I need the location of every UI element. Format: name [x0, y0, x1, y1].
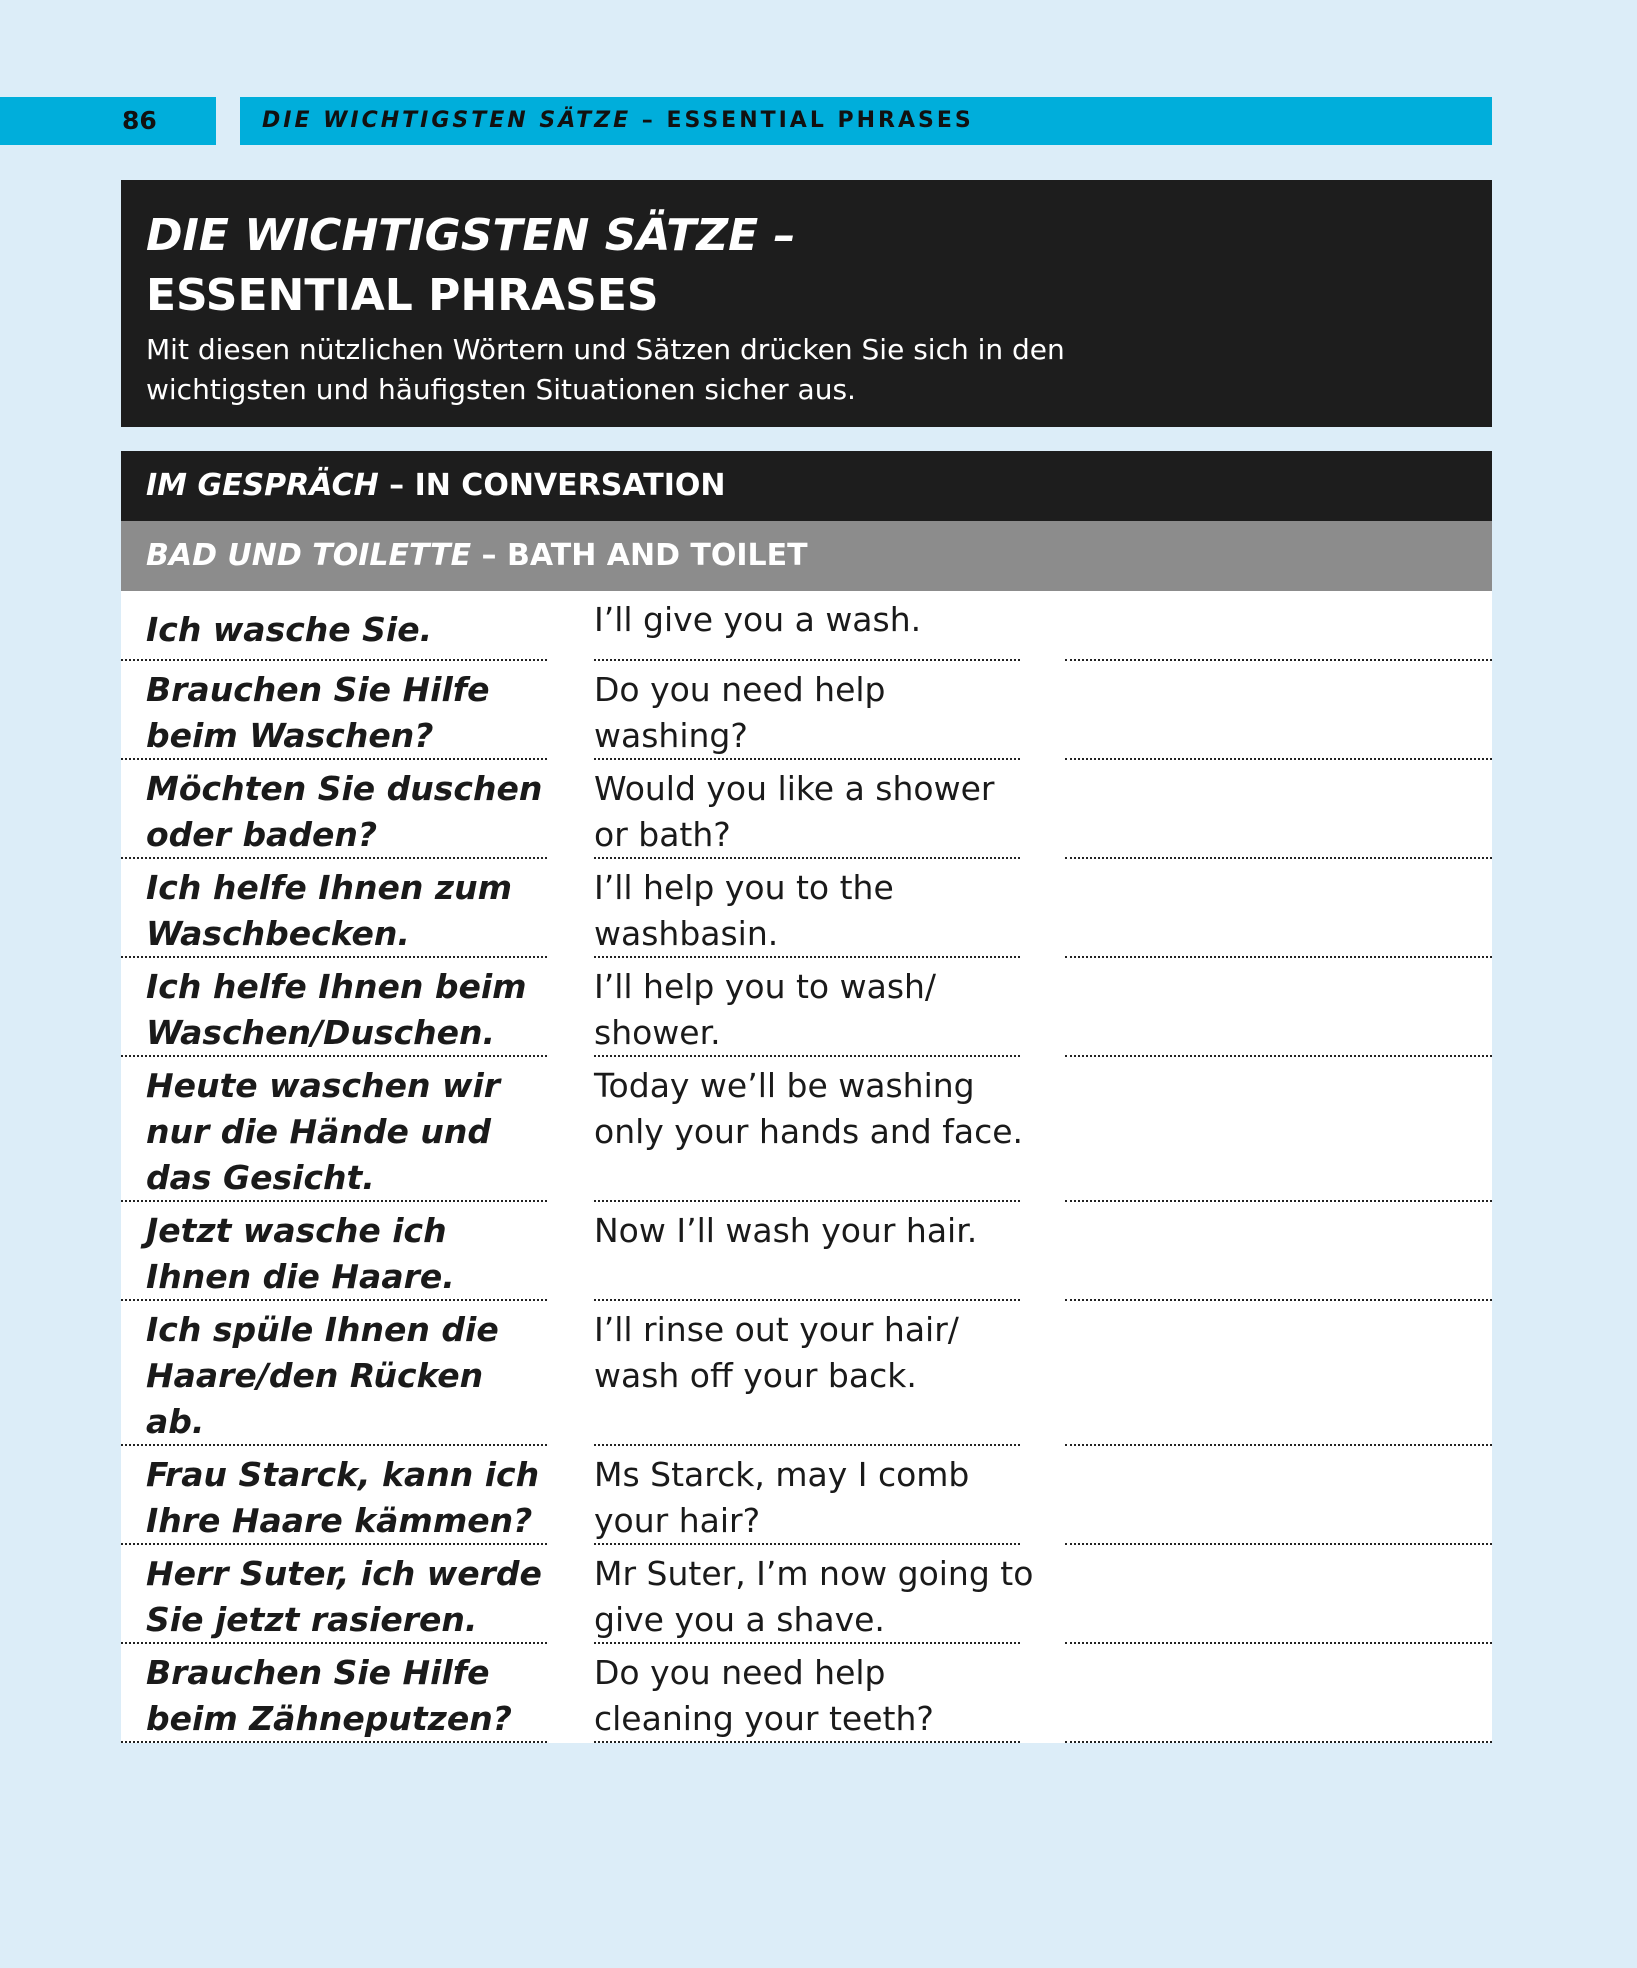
phrase-german: Brauchen Sie Hilfe beim Zähneputzen? — [146, 1653, 512, 1738]
subsection-heading — [121, 521, 1492, 591]
phrase-row — [121, 958, 1492, 1057]
phrase-english: Do you need help cleaning your teeth? — [594, 1653, 934, 1738]
row-divider — [594, 1741, 1020, 1743]
phrase-german: Ich helfe Ihnen beim Waschen/Duschen. — [146, 967, 527, 1052]
phrase-english: I’ll rinse out your hair/ wash off your back. — [594, 1310, 959, 1395]
phrase-german: Brauchen Sie Hilfe beim Waschen? — [146, 670, 490, 755]
phrase-row — [121, 1644, 1492, 1743]
row-divider — [121, 1741, 547, 1743]
phrase-german: Ich wasche Sie. — [146, 610, 433, 649]
section-heading-en: IN CONVERSATION — [414, 468, 726, 503]
phrase-german: Möchten Sie duschen oder baden? — [146, 769, 543, 854]
phrase-english: Do you need help washing? — [594, 670, 886, 755]
notes-column-rule — [1065, 1741, 1492, 1743]
subsection-heading-sep: – — [471, 538, 507, 573]
chapter-intro: Mit diesen nützlichen Wörtern und Sätzen drücken Sie sich in den wichtigsten und häufigsten Situationen sicher aus. — [146, 333, 1065, 406]
phrase-row — [121, 591, 1492, 661]
chapter-title-de: DIE WICHTIGSTEN SÄTZE – — [146, 210, 796, 261]
subsection-heading-de: BAD UND TOILETTE — [146, 538, 472, 573]
phrase-german: Heute waschen wir nur die Hände und das Gesicht. — [146, 1066, 501, 1197]
phrase-row — [121, 1202, 1492, 1301]
phrase-row — [121, 859, 1492, 958]
phrase-row — [121, 760, 1492, 859]
running-head-band — [240, 97, 1492, 145]
page-number: 86 — [122, 106, 157, 135]
phrase-english: Now I’ll wash your hair. — [594, 1211, 978, 1250]
phrase-german: Ich helfe Ihnen zum Waschbecken. — [146, 868, 512, 953]
phrase-english: I’ll help you to wash/ shower. — [594, 967, 937, 1052]
subsection-heading-en: BATH AND TOILET — [506, 538, 808, 573]
phrase-english: Would you like a shower or bath? — [594, 769, 995, 854]
running-head-sep: – — [631, 108, 667, 133]
phrase-english: Ms Starck, may I comb your hair? — [594, 1455, 970, 1540]
section-heading-sep: – — [378, 468, 415, 503]
phrase-english: I’ll give you a wash. — [594, 600, 922, 639]
phrase-row — [121, 661, 1492, 760]
running-head — [262, 97, 974, 145]
running-head-de: DIE WICHTIGSTEN SÄTZE — [262, 108, 632, 133]
chapter-title-box — [121, 180, 1492, 427]
phrase-english: Today we’ll be washing only your hands and face. — [594, 1066, 1024, 1151]
phrase-row — [121, 1545, 1492, 1644]
phrase-english: I’ll help you to the washbasin. — [594, 868, 894, 953]
phrase-english: Mr Suter, I’m now going to give you a shave. — [594, 1554, 1034, 1639]
phrase-german: Jetzt wasche ich Ihnen die Haare. — [146, 1211, 455, 1296]
running-head-en: ESSENTIAL PHRASES — [666, 108, 974, 133]
phrase-row — [121, 1301, 1492, 1446]
phrase-german: Herr Suter, ich werde Sie jetzt rasieren. — [146, 1554, 542, 1639]
phrase-row — [121, 1446, 1492, 1545]
page-number-band — [0, 97, 216, 145]
phrase-row — [121, 1057, 1492, 1202]
section-heading — [121, 451, 1492, 521]
chapter-title-en: ESSENTIAL PHRASES — [146, 270, 659, 321]
section-heading-de: IM GESPRÄCH — [146, 468, 379, 503]
phrase-german: Ich spüle Ihnen die Haare/den Rücken ab. — [146, 1310, 499, 1441]
phrase-german: Frau Starck, kann ich Ihre Haare kämmen? — [146, 1455, 540, 1540]
